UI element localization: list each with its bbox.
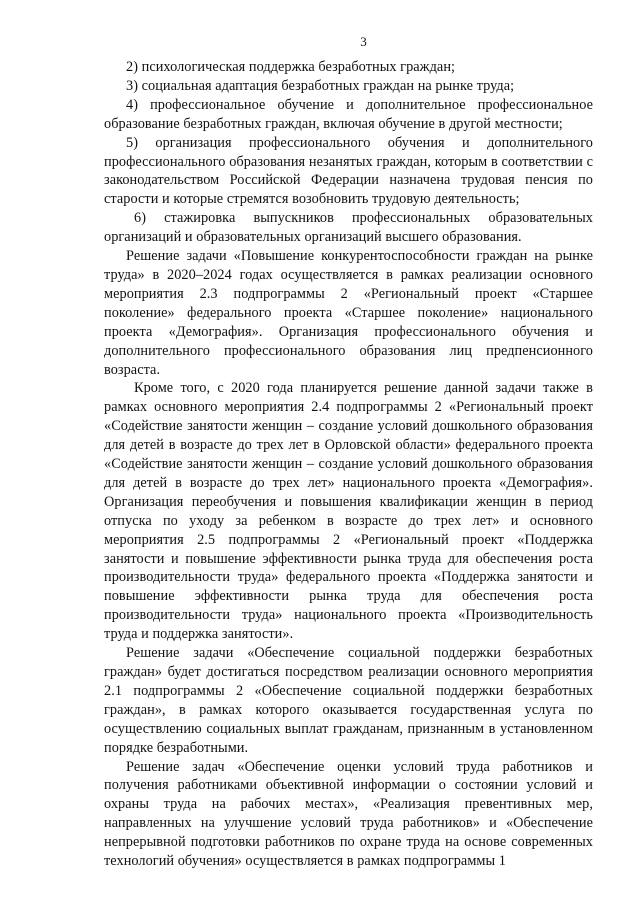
paragraph-additional-measures: Кроме того, с 2020 года планируется решение данной задачи также в рамках основного мероприятия 2.4 подпрограммы 2 «Региональный проект «Содействие занятости женщин – создание условий дошкольного образования для детей в возрасте до трех лет в Орловской области» федерального проекта «Содействие занятости женщин – создание условий дошкольного образования для детей в возрасте до трех лет» национального проекта «Демография». Организация переобучения и повышения квалификации женщин в период отпуска по уходу за ребенком в возрасте до трех лет» и основного мероприятия 2.5 подпрограммы 2 «Региональный проект «Поддержка занятости и повышение эффективности рынка труда для обеспечения роста производительности труда» федерального проекта «Поддержка занятости и повышение эффективности рынка труда для обеспечения роста производительности труда» национального проекта «Производительность труда и поддержка занятости». [104, 380, 593, 643]
paragraph-competitiveness: Решение задачи «Повышение конкурентоспособности граждан на рынке труда» в 2020–2024 годах осуществляется в рамках реализации основного мероприятия 2.3 подпрограммы 2 «Региональный проект «Старшее поколение» федерального проекта «Старшее поколение» национального проекта «Демография». Организация профессионального обучения и дополнительного профессионального образования лиц предпенсионного возраста. [104, 248, 593, 378]
paragraph-labor-conditions: Решение задач «Обеспечение оценки условий труда работников и получения работниками объективной информации о состоянии условий и охраны труда на рабочих местах», «Реализация превентивных мер, направленных на улучшение условий труда работников» и «Обеспечение непрерывной подготовки работников по охране труда на основе современных технологий обучения» осуществляется в рамках подпрограммы 1 [104, 758, 593, 870]
list-item-2: 2) психологическая поддержка безработных граждан; [126, 59, 456, 75]
list-item-4: 4) профессиональное обучение и дополнительное профессиональное образование безработных граждан, включая обучение в другой местности; [104, 96, 593, 132]
list-item-3: 3) социальная адаптация безработных граждан на рынке труда; [126, 77, 515, 94]
paragraph-social-support: Решение задачи «Обеспечение социальной поддержки безработных граждан» будет достигаться посредством реализации основного мероприятия 2.1 подпрограммы 2 «Обеспечение социальной поддержки безработных граждан», в рамках которого оказывается государственная услуга по осуществлению социальных выплат гражданам, признанным в установленном порядке безработными. [104, 645, 593, 756]
list-item-5: 5) организация профессионального обучения и дополнительного профессионального образования незанятых граждан, которым в соответствии с законодательством Российской Федерации назначена трудовая пенсия по старости и которые стремятся возобновить трудовую деятельность; [104, 134, 593, 208]
page-number: 3 [360, 34, 367, 49]
list-item-6: 6) стажировка выпускников профессиональных образовательных организаций и образовательных организаций высшего образования. [104, 210, 593, 246]
